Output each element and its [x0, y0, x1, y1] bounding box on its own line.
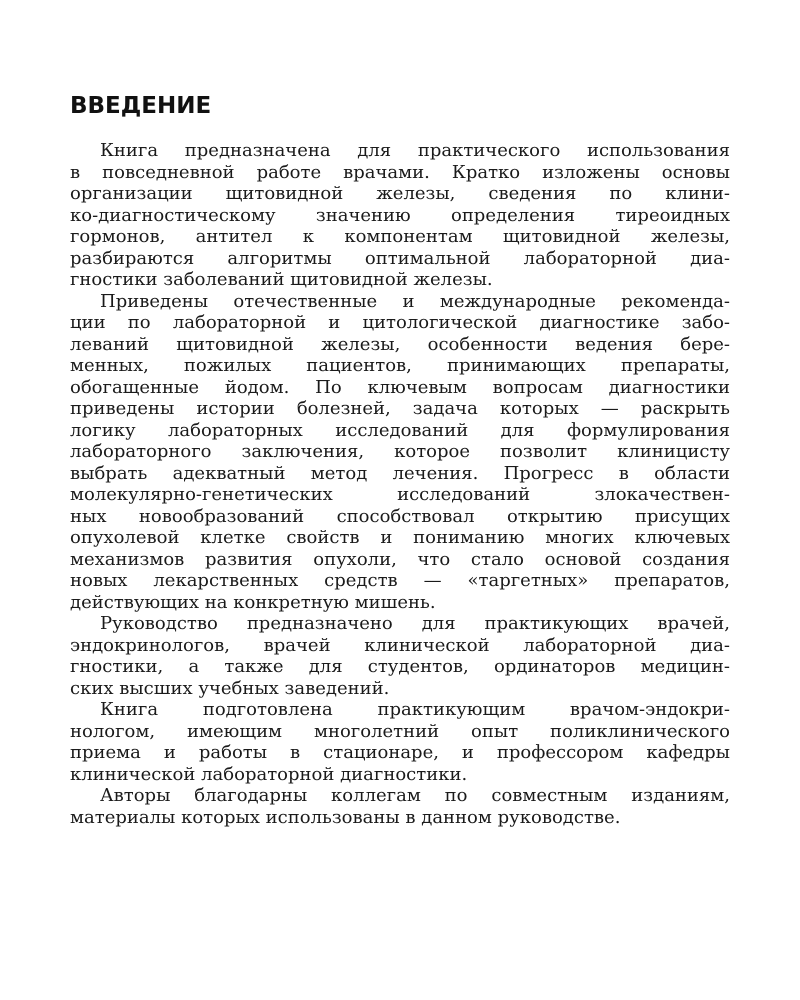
paragraph — [70, 699, 730, 785]
text-line: нологом, имеющим многолетний опыт поликлинического — [70, 720, 730, 742]
text-line: молекулярно-генетических исследований злокачествен- — [70, 484, 730, 505]
text-line: Книга подготовлена практикующим врачом-эндокри- — [100, 699, 730, 720]
text-line: ко-диагностическому значению определения тиреоидных — [70, 204, 730, 226]
text-line: в повседневной работе врачами. Кратко изложены основы — [70, 161, 730, 183]
text-line: гормонов, антител к компонентам щитовидной железы, — [70, 226, 730, 247]
text-line: разбираются алгоритмы оптимальной лабораторной диа- — [70, 247, 730, 269]
paragraph — [70, 613, 730, 699]
text-line: гностики заболеваний щитовидной железы. — [70, 269, 493, 290]
text-line: Книга предназначена для практического использования — [100, 140, 730, 161]
text-line: лабораторного заключения, которое позволит клиницисту — [70, 441, 730, 462]
paragraph — [70, 140, 730, 291]
text-line: приема и работы в стационаре, и профессором кафедры — [70, 742, 730, 763]
paragraph — [70, 785, 730, 828]
text-line: материалы которых использованы в данном руководстве. — [70, 806, 621, 828]
text-line: действующих на конкретную мишень. — [70, 591, 436, 613]
paragraph — [70, 291, 730, 614]
body-text — [70, 140, 730, 828]
text-line: ских высших учебных заведений. — [70, 677, 390, 699]
text-line: гностики, а также для студентов, ординаторов медицин- — [70, 656, 730, 677]
text-line: логику лабораторных исследований для формулирования — [70, 419, 730, 441]
text-line: выбрать адекватный метод лечения. Прогресс в области — [70, 462, 730, 484]
text-line: эндокринологов, врачей клинической лабораторной диа- — [70, 634, 730, 656]
text-line: новых лекарственных средств — «таргетных» препаратов, — [70, 570, 730, 591]
text-line: обогащенные йодом. По ключевым вопросам диагностики — [70, 376, 730, 398]
text-line: опухолевой клетке свойств и пониманию многих ключевых — [70, 527, 730, 548]
text-line: ных новообразований способствовал открытию присущих — [70, 505, 730, 527]
text-line: менных, пожилых пациентов, принимающих препараты, — [70, 355, 730, 376]
text-line: механизмов развития опухоли, что стало основой создания — [70, 548, 730, 570]
text-line: приведены истории болезней, задача которых — раскрыть — [70, 398, 730, 419]
text-line: леваний щитовидной железы, особенности ведения бере- — [70, 333, 730, 355]
text-line: организации щитовидной железы, сведения по клини- — [70, 183, 730, 204]
text-line: Приведены отечественные и международные рекоменда- — [100, 290, 730, 312]
page-title: ВВЕДЕНИЕ — [70, 93, 212, 119]
text-line: Руководство предназначено для практикующих врачей, — [100, 613, 730, 634]
text-line: ции по лабораторной и цитологической диагностике забо- — [70, 312, 730, 333]
text-line: клинической лабораторной диагностики. — [70, 763, 468, 785]
text-line: Авторы благодарны коллегам по совместным изданиям, — [100, 785, 730, 806]
